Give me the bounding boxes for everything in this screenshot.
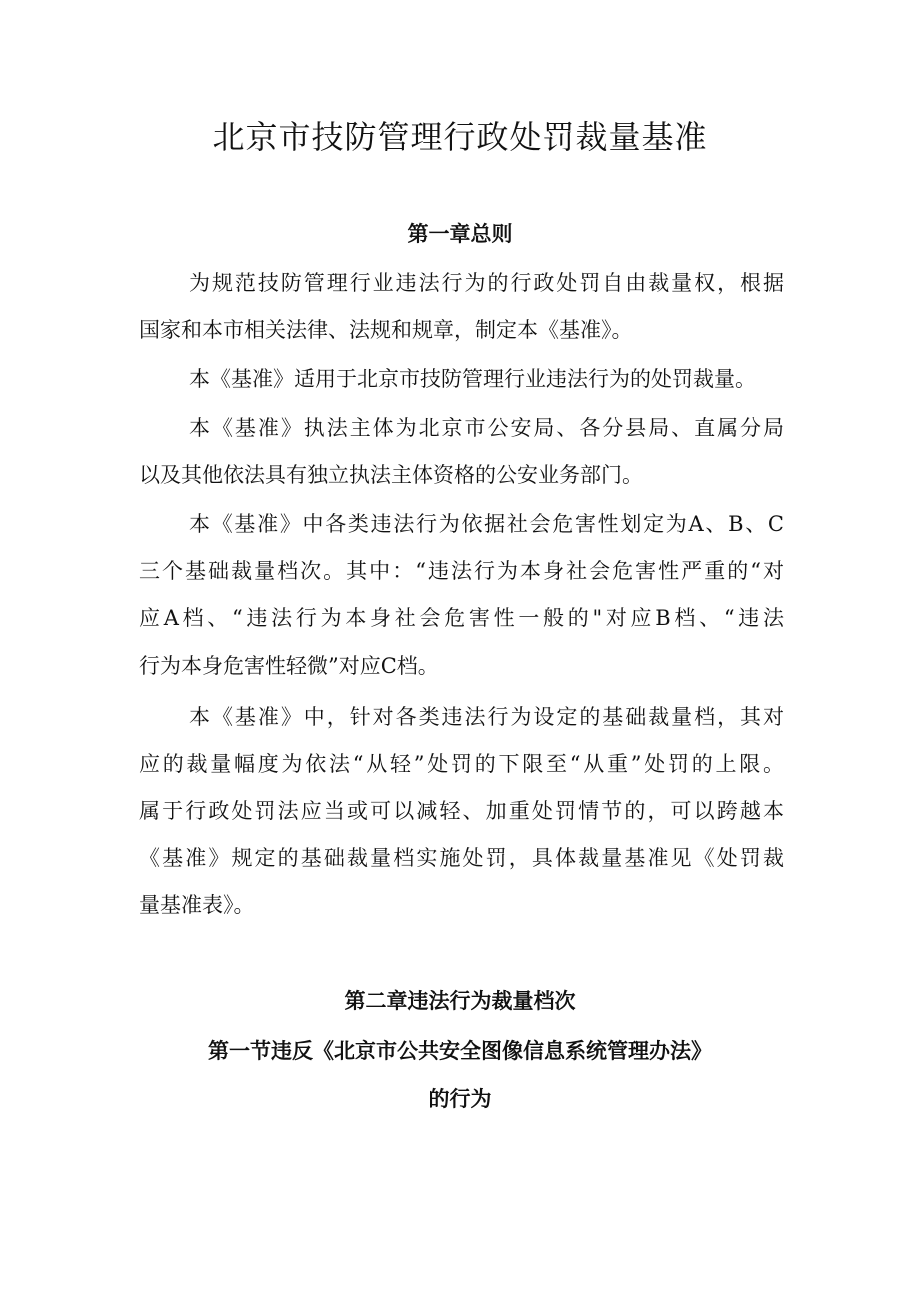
paragraph-line: 为规范技防管理行业违法行为的行政处罚自由裁量权，根据 — [189, 271, 784, 295]
paragraph-line: 本《基准》适用于北京市技防管理行业违法行为的处罚裁量。 — [189, 367, 756, 391]
paragraph-line: 应A档、“违法行为本身社会危害性一般的"对应B档、“违法 — [139, 606, 784, 630]
paragraph-line: 量基准表》。 — [139, 893, 255, 917]
paragraph-line: 本《基准》中各类违法行为依据社会危害性划定为A、B、C — [189, 512, 784, 536]
paragraph-line: 国家和本市相关法律、法规和规章，制定本《基准》。 — [139, 318, 633, 342]
chapter-2-heading: 第二章违法行为裁量档次 — [344, 988, 576, 1013]
paragraph-line: 属于行政处罚法应当或可以减轻、加重处罚情节的，可以跨越本 — [139, 799, 784, 823]
section-1-heading: 第一节违反《北京市公共安全图像信息系统管理办法》 — [208, 1038, 712, 1063]
document-title: 北京市技防管理行政处罚裁量基准 — [212, 118, 708, 156]
paragraph-line: 应的裁量幅度为依法“从轻”处罚的下限至“从重”处罚的上限。 — [139, 752, 784, 776]
paragraph-line: 以及其他依法具有独立执法主体资格的公安业务部门。 — [139, 463, 643, 487]
section-1-heading-continued: 的行为 — [428, 1086, 492, 1111]
paragraph-line: 三个基础裁量档次。其中：“违法行为本身社会危害性严重的“对 — [139, 559, 784, 583]
paragraph-line: 本《基准》中，针对各类违法行为设定的基础裁量档，其对 — [189, 705, 784, 729]
paragraph-line: 行为本身危害性轻微”对应C档。 — [139, 654, 439, 678]
chapter-1-heading: 第一章总则 — [407, 221, 513, 246]
paragraph-line: 《基准》规定的基础裁量档实施处罚，具体裁量基准见《处罚裁 — [139, 846, 784, 870]
paragraph-line: 本《基准》执法主体为北京市公安局、各分县局、直属分局 — [189, 416, 784, 440]
